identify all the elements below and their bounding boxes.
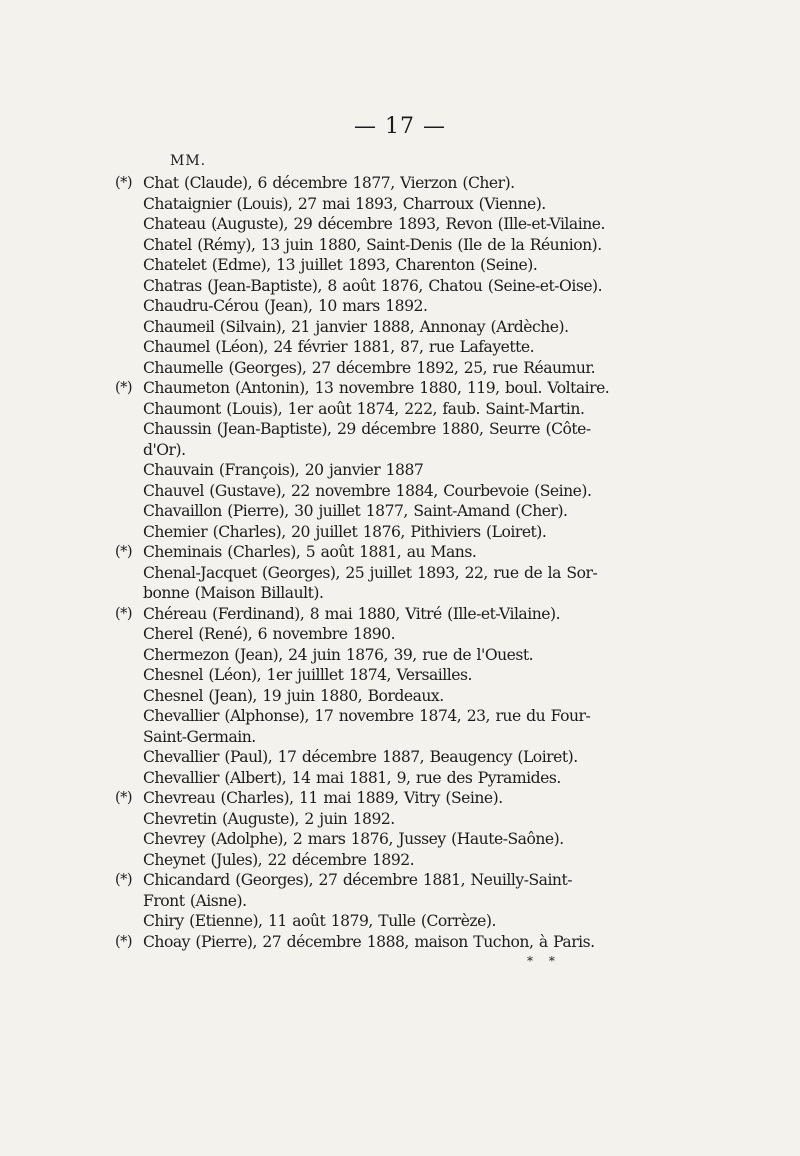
list-item [115,604,640,625]
list-item [115,419,640,460]
entry-text: Chesnel (Jean), 19 juin 1880, Bordeaux. [143,686,444,705]
entry-text: Chevallier (Alphonse), 17 novembre 1874, 23, rue du Four- [143,707,591,725]
entry-text: Chaudru-Cérou (Jean), 10 mars 1892. [143,297,428,315]
entry-text: Cherel (René), 6 novembre 1890. [143,625,396,643]
entry-text: Chevallier (Paul), 17 décembre 1887, Beaugency (Loiret). [143,748,578,766]
list-item [115,337,640,358]
list-item [115,809,640,830]
entry-marker: (*) [115,544,133,560]
entry-text: Choay (Pierre), 27 décembre 1888, maison Tuchon, à Paris. [143,932,595,951]
list-item [115,481,640,502]
list-item [115,850,640,871]
entry-text: Chaumeton (Antonin), 13 novembre 1880, 119, boul. Voltaire. [143,379,610,397]
list-item [115,501,640,522]
entry-text: Chaumelle (Georges), 27 décembre 1892, 25, rue Réaumur. [143,358,596,377]
list-item [115,173,640,194]
entry-text: Chatras (Jean-Baptiste), 8 août 1876, Chatou (Seine-et-Oise). [143,276,603,295]
list-item [115,911,640,932]
salutation: MM. [170,153,207,169]
entry-continuation: Saint-Germain. [143,727,256,746]
entry-text: Cheynet (Jules), 22 décembre 1892. [143,850,415,869]
entry-continuation: bonne (Maison Billault). [143,584,324,602]
list-item [115,296,640,317]
list-item [115,706,640,747]
list-item [115,829,640,850]
entry-text: Chemier (Charles), 20 juillet 1876, Pithiviers (Loiret). [143,522,547,541]
entry-text: Chaumeil (Silvain), 21 janvier 1888, Annonay (Ardèche). [143,317,569,336]
list-item [115,563,640,604]
entry-text: Chatel (Rémy), 13 juin 1880, Saint-Denis (Ile de la Réunion). [143,235,602,254]
entry-marker: (*) [115,790,133,806]
entry-text: Chevallier (Albert), 14 mai 1881, 9, rue des Pyramides. [143,768,561,787]
entry-text: Chateau (Auguste), 29 décembre 1893, Revon (Ille-et-Vilaine. [143,215,605,233]
entry-text: Cheminais (Charles), 5 août 1881, au Mans. [143,543,477,561]
entry-text: Chaussin (Jean-Baptiste), 29 décembre 1880, Seurre (Côte- [143,420,591,438]
list-item [115,378,640,399]
entry-marker: (*) [115,933,133,950]
entry-text: Chauvel (Gustave), 22 novembre 1884, Courbevoie (Seine). [143,481,592,500]
member-list [115,173,640,952]
list-item [115,460,640,481]
entry-marker: (*) [115,175,133,191]
list-item [115,255,640,276]
list-item [115,747,640,768]
entry-text: Chavaillon (Pierre), 30 juillet 1877, Saint-Amand (Cher). [143,502,568,520]
entry-text: Chesnel (Léon), 1er juilllet 1874, Versailles. [143,666,472,684]
list-item [115,686,640,707]
entry-marker: (*) [115,605,133,622]
list-item [115,358,640,379]
entry-text: Chenal-Jacquet (Georges), 25 juillet 1893, 22, rue de la Sor- [143,563,598,582]
entry-text: Chaumel (Léon), 24 février 1881, 87, rue Lafayette. [143,338,535,356]
list-item [115,624,640,645]
entry-text: Chatelet (Edme), 13 juillet 1893, Charenton (Seine). [143,256,538,274]
end-ornament: * * [527,954,561,968]
list-item [115,870,640,911]
entry-text: Chevreau (Charles), 11 mai 1889, Vitry (Seine). [143,789,503,807]
page-number: — 17 — [354,114,446,139]
entry-text: Chauvain (François), 20 janvier 1887 [143,461,424,479]
entry-text: Chéreau (Ferdinand), 8 mai 1880, Vitré (Ille-et-Vilaine). [143,604,561,623]
list-item [115,317,640,338]
list-item [115,788,640,809]
list-item [115,932,640,953]
list-item [115,194,640,215]
list-item [115,645,640,666]
entry-continuation: d'Or). [143,440,186,459]
entry-text: Chicandard (Georges), 27 décembre 1881, Neuilly-Saint- [143,871,573,889]
list-item [115,276,640,297]
entry-text: Chataignier (Louis), 27 mai 1893, Charroux (Vienne). [143,194,546,213]
entry-text: Chaumont (Louis), 1er août 1874, 222, faub. Saint-Martin. [143,399,585,418]
list-item [115,665,640,686]
list-item [115,522,640,543]
list-item [115,542,640,563]
entry-continuation: Front (Aisne). [143,891,247,910]
entry-text: Chermezon (Jean), 24 juin 1876, 39, rue de l'Ouest. [143,645,534,664]
entry-text: Chevretin (Auguste), 2 juin 1892. [143,809,395,828]
list-item [115,399,640,420]
list-item [115,235,640,256]
entry-text: Chiry (Etienne), 11 août 1879, Tulle (Corrèze). [143,912,496,930]
entry-marker: (*) [115,380,133,396]
list-item [115,214,640,235]
list-item [115,768,640,789]
entry-text: Chat (Claude), 6 décembre 1877, Vierzon (Cher). [143,174,515,192]
entry-text: Chevrey (Adolphe), 2 mars 1876, Jussey (Haute-Saône). [143,830,564,848]
entry-marker: (*) [115,872,133,888]
